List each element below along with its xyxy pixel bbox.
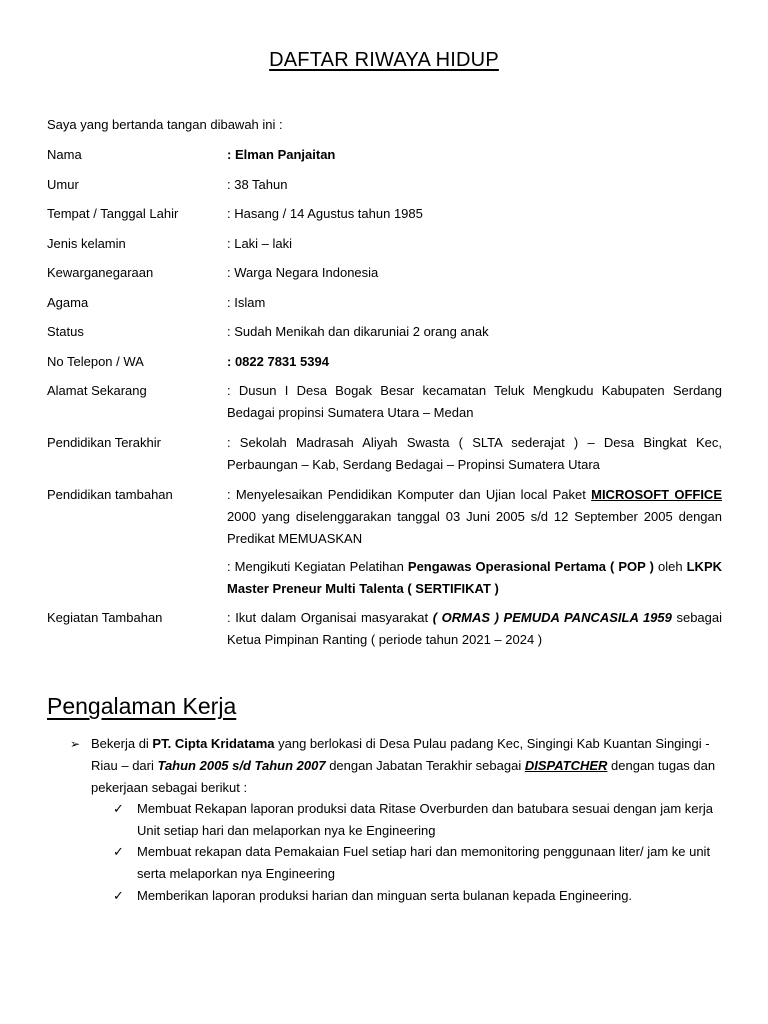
job-text: Bekerja di [91,736,153,751]
value-emphasis: Pengawas Operasional Pertama ( POP ) [407,559,654,574]
field-label: Status [47,324,84,339]
field-value: : Elman Panjaitan [227,147,336,162]
value-text: sebagai Ketua Pimpinan Ranting ( periode tahun 2021 – 2024 ) [227,610,722,647]
field-label: Umur [47,177,79,192]
field-label: Pendidikan tambahan [47,487,173,502]
task-text: Membuat rekapan data Pemakaian Fuel setiap hari dan memonitoring penggunaan liter/ jam ke unit serta melaporkan nya Engineering [137,844,711,881]
job-period: Tahun 2005 s/d Tahun 2007 [157,758,326,773]
field-label: Nama [47,147,82,162]
field-value: : Dusun I Desa Bogak Besar kecamatan Teluk Mengkudu Kabupaten Serdang Bedagai propinsi Sumatera Utara – Medan [227,383,722,420]
checkmark-icon: ✓ [113,844,124,859]
field-value: : Warga Negara Indonesia [227,265,379,280]
task-text: Memberikan laporan produksi harian dan minguan serta bulanan kepada Engineering. [137,888,633,903]
field-label: Jenis kelamin [47,236,126,251]
field-value: : Hasang / 14 Agustus tahun 1985 [227,206,423,221]
value-text: : Mengikuti Kegiatan Pelatihan [227,559,408,574]
job-description [91,733,722,799]
field-value: : 38 Tahun [227,177,288,192]
value-text: 2000 yang diselenggarakan tanggal 03 Juni 2005 s/d 12 September 2005 dengan Predikat MEMUASKAN [227,509,722,546]
field-value: : Islam [227,295,266,310]
intro-text: Saya yang bertanda tangan dibawah ini : [47,117,283,132]
value-emphasis: LKPK Master Preneur Multi Talenta ( SERTIFIKAT ) [227,559,722,596]
value-text: : Menyelesaikan Pendidikan Komputer dan Ujian local Paket [227,487,592,502]
value-emphasis: ( ORMAS ) PEMUDA PANCASILA 1959 [432,610,672,625]
field-label: Kegiatan Tambahan [47,610,163,625]
section-heading-experience: Pengalaman Kerja [47,693,237,719]
job-text: dengan Jabatan Terakhir sebagai [325,758,525,773]
company-name: PT. Cipta Kridatama [152,736,275,751]
document-title: DAFTAR RIWAYA HIDUP [269,49,499,71]
field-label: Alamat Sekarang [47,383,147,398]
field-label: Agama [47,295,89,310]
checkmark-icon: ✓ [113,801,124,816]
field-value [227,607,722,651]
field-value [227,556,722,600]
field-value: : Sudah Menikah dan dikaruniai 2 orang anak [227,324,489,339]
value-text: : Ikut dalam Organisai masyarakat [227,610,433,625]
job-position: DISPATCHER [524,758,608,773]
task-text: Membuat Rekapan laporan produksi data Ritase Overburden dan batubara sesuai dengan jam kerja Unit setiap hari dan melaporkan nya ke Engineering [137,801,713,838]
field-label: Kewarganegaraan [47,265,154,280]
field-value: : 0822 7831 5394 [227,354,329,369]
job-text: dengan tugas dan pekerjaan sebagai berikut : [91,758,716,795]
checkmark-icon: ✓ [113,888,124,903]
field-value: : Sekolah Madrasah Aliyah Swasta ( SLTA sederajat ) – Desa Bingkat Kec, Perbaungan – Kab, Serdang Bedagai – Propinsi Sumatera Utara [227,435,722,472]
field-value: : Laki – laki [227,236,293,251]
value-emphasis: MICROSOFT OFFICE [591,487,722,502]
job-text: yang berlokasi di Desa Pulau padang Kec, Singingi Kab Kuantan Singingi - Riau – dari [91,736,710,773]
field-label: No Telepon / WA [47,354,144,369]
field-value [227,484,722,550]
field-label: Tempat / Tanggal Lahir [47,206,179,221]
arrow-bullet-icon: ➢ [70,737,81,751]
value-text: oleh [653,559,687,574]
field-label: Pendidikan Terakhir [47,435,161,450]
